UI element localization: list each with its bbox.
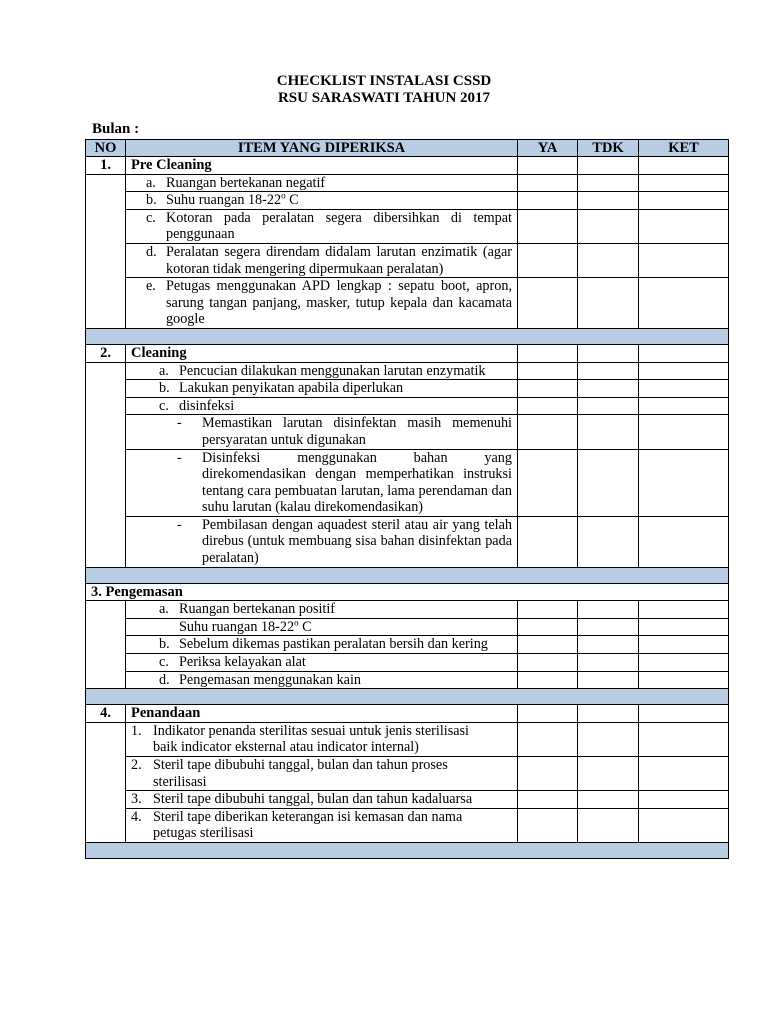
tdk-cell[interactable] — [578, 209, 639, 243]
table-row — [86, 671, 729, 689]
tdk-cell[interactable] — [578, 362, 639, 380]
ket-cell[interactable] — [639, 362, 729, 380]
item-text: Steril tape diberikan keterangan isi kemasan dan nama petugas sterilisasi — [153, 808, 463, 842]
item-label: 2. — [131, 757, 142, 773]
ya-cell[interactable] — [518, 791, 578, 809]
tdk-cell[interactable] — [578, 636, 639, 654]
ya-cell[interactable] — [518, 344, 578, 362]
section-title: 3. Pengemasan — [86, 583, 729, 601]
item-text: Petugas menggunakan APD lengkap : sepatu boot, apron, sarung tangan panjang, masker, tutup kepala dan kacamata google — [166, 278, 512, 328]
item-text: Steril tape dibubuhi tanggal, bulan dan tahun proses sterilisasi — [153, 757, 448, 790]
item-label: a. — [159, 362, 169, 379]
item-text: Pembilasan dengan aquadest steril atau air yang telah direbus (untuk membuang sisa bahan disinfektan pada peralatan) — [202, 516, 512, 567]
tdk-cell[interactable] — [578, 174, 639, 192]
table-row — [86, 380, 729, 398]
ket-cell[interactable] — [639, 157, 729, 175]
document-title: CHECKLIST INSTALASI CSSD — [276, 73, 492, 89]
ket-cell[interactable] — [639, 636, 729, 654]
ket-cell[interactable] — [639, 808, 729, 842]
item-cell — [126, 449, 518, 516]
item-label: b. — [146, 192, 157, 209]
ya-cell[interactable] — [518, 671, 578, 689]
ket-cell[interactable] — [639, 449, 729, 516]
ket-cell[interactable] — [639, 192, 729, 210]
ket-cell[interactable] — [639, 671, 729, 689]
item-cell — [126, 618, 518, 636]
ya-cell[interactable] — [518, 449, 578, 516]
ya-cell[interactable] — [518, 362, 578, 380]
ket-cell[interactable] — [639, 757, 729, 791]
section-row-penandaan — [86, 705, 729, 723]
table-row — [86, 808, 729, 842]
ya-cell[interactable] — [518, 243, 578, 277]
ya-cell[interactable] — [518, 722, 578, 756]
section-separator — [86, 328, 729, 344]
section-separator — [86, 567, 729, 583]
table-row — [86, 791, 729, 809]
section-separator — [86, 842, 729, 858]
ya-cell[interactable] — [518, 192, 578, 210]
header-no: NO — [86, 140, 126, 157]
tdk-cell[interactable] — [578, 380, 639, 398]
section-separator — [86, 689, 729, 705]
table-header-row — [86, 140, 729, 157]
section-title: Penandaan — [126, 705, 518, 723]
item-text: Pengemasan menggunakan kain — [179, 671, 362, 688]
table-row — [86, 174, 729, 192]
ket-cell[interactable] — [639, 791, 729, 809]
ket-cell[interactable] — [639, 516, 729, 567]
ket-cell[interactable] — [639, 654, 729, 672]
item-cell — [126, 209, 518, 243]
ya-cell[interactable] — [518, 415, 578, 449]
ya-cell[interactable] — [518, 808, 578, 842]
item-cell — [126, 516, 518, 567]
item-cell — [126, 601, 518, 619]
item-cell — [126, 654, 518, 672]
ya-cell[interactable] — [518, 516, 578, 567]
table-row — [86, 636, 729, 654]
table-row — [86, 397, 729, 415]
tdk-cell[interactable] — [578, 618, 639, 636]
tdk-cell[interactable] — [578, 808, 639, 842]
item-cell — [126, 757, 518, 791]
no-cell — [86, 722, 126, 842]
tdk-cell[interactable] — [578, 722, 639, 756]
ya-cell[interactable] — [518, 397, 578, 415]
item-cell — [126, 791, 518, 809]
item-text: Sebelum dikemas pastikan peralatan bersih dan kering — [179, 636, 488, 653]
item-text: Suhu ruangan 18-22$^o$ C — [179, 618, 312, 635]
item-text: Memastikan larutan disinfektan masih memenuhi persyaratan untuk digunakan — [202, 415, 512, 448]
ket-cell[interactable] — [639, 344, 729, 362]
table-row — [86, 209, 729, 243]
tdk-cell[interactable] — [578, 705, 639, 723]
ket-cell[interactable] — [639, 722, 729, 756]
no-cell — [86, 174, 126, 328]
table-row — [86, 601, 729, 619]
item-cell — [126, 174, 518, 192]
tdk-cell[interactable] — [578, 516, 639, 567]
tdk-cell[interactable] — [578, 243, 639, 277]
section-number: 4. — [86, 705, 126, 723]
item-label: c. — [159, 654, 169, 671]
item-label: d. — [146, 243, 157, 260]
item-cell — [126, 362, 518, 380]
item-label: e. — [146, 278, 156, 295]
ya-cell[interactable] — [518, 157, 578, 175]
no-cell — [86, 601, 126, 689]
item-label: d. — [159, 671, 170, 688]
ya-cell[interactable] — [518, 618, 578, 636]
item-text: Indikator penanda sterilitas sesuai untuk jenis sterilisasi baik indicator eksternal atau indicator internal) — [153, 722, 469, 756]
item-cell — [126, 243, 518, 277]
item-text: Peralatan segera direndam didalam larutan enzimatik (agar kotoran tidak mengering dipermukaan peralatan) — [166, 243, 512, 277]
table-row — [86, 516, 729, 567]
table-row — [86, 722, 729, 756]
no-cell — [86, 362, 126, 567]
table-row — [86, 243, 729, 277]
ya-cell[interactable] — [518, 757, 578, 791]
ya-cell[interactable] — [518, 601, 578, 619]
tdk-cell[interactable] — [578, 344, 639, 362]
document-subtitle: RSU SARASWATI TAHUN 2017 — [277, 90, 491, 106]
item-bullet: - — [177, 415, 182, 432]
ket-cell[interactable] — [639, 209, 729, 243]
item-cell — [126, 808, 518, 842]
ya-cell[interactable] — [518, 636, 578, 654]
tdk-cell[interactable] — [578, 449, 639, 516]
ket-cell[interactable] — [639, 618, 729, 636]
item-cell — [126, 415, 518, 449]
item-text: Disinfeksi menggunakan bahan yang direkomendasikan dengan memperhatikan instruksi tentang cara pembuatan larutan, lama perendaman dan suhu larutan (kalau direkomendasikan) — [202, 449, 512, 516]
item-label: a. — [146, 174, 156, 191]
item-text: Lakukan penyikatan apabila diperlukan — [179, 380, 404, 397]
tdk-cell[interactable] — [578, 415, 639, 449]
table-row — [86, 757, 729, 791]
tdk-cell[interactable] — [578, 397, 639, 415]
item-label: a. — [159, 601, 169, 618]
ket-cell[interactable] — [639, 278, 729, 329]
table-row — [86, 449, 729, 516]
item-text: disinfeksi — [179, 397, 235, 414]
section-number: 1. — [86, 157, 126, 175]
section-title: Cleaning — [126, 344, 518, 362]
header-tdk: TDK — [578, 140, 639, 157]
tdk-cell[interactable] — [578, 671, 639, 689]
section-number: 2. — [86, 344, 126, 362]
table-row — [86, 278, 729, 329]
item-label: b. — [159, 636, 170, 653]
section-row-pengemasan — [86, 583, 729, 601]
tdk-cell[interactable] — [578, 192, 639, 210]
checklist-table — [85, 139, 729, 859]
table-row — [86, 654, 729, 672]
ya-cell[interactable] — [518, 278, 578, 329]
ket-cell[interactable] — [639, 601, 729, 619]
item-cell — [126, 380, 518, 398]
header-item: ITEM YANG DIPERIKSA — [126, 140, 518, 157]
tdk-cell[interactable] — [578, 157, 639, 175]
ket-cell[interactable] — [639, 415, 729, 449]
tdk-cell[interactable] — [578, 791, 639, 809]
item-bullet: - — [177, 516, 182, 533]
item-text: Ruangan bertekanan positif — [179, 601, 336, 618]
table-row — [86, 415, 729, 449]
item-cell — [126, 192, 518, 210]
month-label: Bulan : — [92, 121, 140, 137]
item-label: b. — [159, 380, 170, 397]
section-row-pre-cleaning — [86, 157, 729, 175]
header-ket: KET — [639, 140, 729, 157]
ya-cell[interactable] — [518, 705, 578, 723]
item-text: Steril tape dibubuhi tanggal, bulan dan tahun kadaluarsa — [153, 791, 473, 808]
item-cell — [126, 722, 518, 756]
item-text: Periksa kelayakan alat — [179, 654, 306, 671]
section-title: Pre Cleaning — [126, 157, 518, 175]
item-label — [159, 619, 179, 636]
item-label: c. — [159, 397, 169, 414]
header-ya: YA — [518, 140, 578, 157]
item-text: Pencucian dilakukan menggunakan larutan enzymatik — [179, 362, 486, 379]
item-label: 1. — [131, 722, 142, 739]
item-cell — [126, 636, 518, 654]
tdk-cell[interactable] — [578, 654, 639, 672]
table-row — [86, 618, 729, 636]
item-label: 4. — [131, 808, 142, 825]
ya-cell[interactable] — [518, 174, 578, 192]
item-label: c. — [146, 209, 156, 226]
item-cell — [126, 671, 518, 689]
ya-cell[interactable] — [518, 209, 578, 243]
item-bullet: - — [177, 449, 182, 466]
item-text: Ruangan bertekanan negatif — [166, 174, 326, 191]
item-label: 3. — [131, 791, 142, 808]
ya-cell[interactable] — [518, 654, 578, 672]
section-row-cleaning — [86, 344, 729, 362]
tdk-cell[interactable] — [578, 278, 639, 329]
item-cell — [126, 397, 518, 415]
ket-cell[interactable] — [639, 243, 729, 277]
ket-cell[interactable] — [639, 397, 729, 415]
tdk-cell[interactable] — [578, 757, 639, 791]
item-cell — [126, 278, 518, 329]
ket-cell[interactable] — [639, 705, 729, 723]
tdk-cell[interactable] — [578, 601, 639, 619]
item-text: Suhu ruangan 18-22$^o$ C — [166, 191, 299, 209]
ket-cell[interactable] — [639, 174, 729, 192]
table-row — [86, 362, 729, 380]
ket-cell[interactable] — [639, 380, 729, 398]
item-text: Kotoran pada peralatan segera dibersihkan di tempat penggunaan — [166, 209, 512, 243]
table-row — [86, 192, 729, 210]
ya-cell[interactable] — [518, 380, 578, 398]
